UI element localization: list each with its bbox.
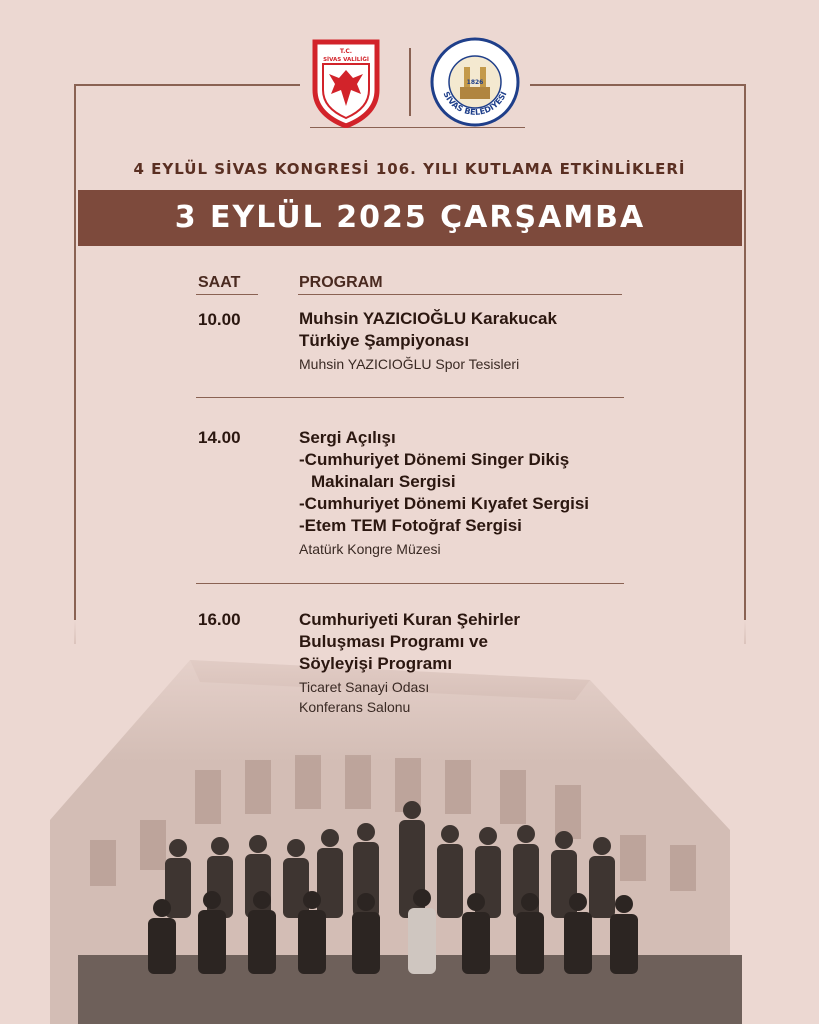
seal-year: 1826 (466, 79, 484, 86)
sivas-belediyesi-seal-icon (430, 37, 520, 127)
program-column-header: PROGRAM (299, 274, 383, 291)
emblem-text-valilik: SİVAS VALİLİĞİ (323, 57, 369, 63)
sivas-valiligi-emblem-icon (311, 38, 381, 128)
event-title-line: -Etem TEM Fotoğraf Sergisi (299, 516, 522, 535)
seal-text: SİVAS BELEDİYESİ (441, 90, 509, 117)
event-title-line: Muhsin YAZICIOĞLU Karakucak (299, 309, 557, 328)
event-separator (196, 583, 624, 584)
event-title-line: Buluşması Programı ve (299, 632, 488, 651)
logo-divider (409, 48, 411, 116)
date-banner: 3 EYLÜL 2025 ÇARŞAMBA (78, 190, 742, 246)
event-program (299, 427, 639, 559)
event-place: Atatürk Kongre Müzesi (299, 541, 441, 557)
event-place: Ticaret Sanayi Odası (299, 679, 430, 695)
event-separator (196, 397, 624, 398)
event-place: Konferans Salonu (299, 699, 411, 715)
event-place: Muhsin YAZICIOĞLU Spor Tesisleri (299, 356, 520, 372)
event-time: 10.00 (198, 310, 241, 329)
event-program (299, 308, 639, 374)
event-title-line: Sergi Açılışı (299, 428, 396, 447)
event-title-line: Makinaları Sergisi (311, 472, 456, 491)
emblem-text-tc: T.C. (339, 48, 353, 55)
event-title-line: Türkiye Şampiyonası (299, 331, 470, 350)
event-title-line: Söyleyişi Programı (299, 654, 453, 673)
event-title-line: -Cumhuriyet Dönemi Singer Dikiş (299, 450, 570, 469)
event-program (299, 609, 639, 717)
time-header-rule (196, 294, 258, 295)
event-time: 16.00 (198, 610, 241, 629)
logo-area (0, 30, 819, 135)
program-header-rule (298, 294, 622, 295)
event-time: 14.00 (198, 428, 241, 447)
event-subtitle: 4 EYLÜL SİVAS KONGRESİ 106. YILI KUTLAMA ETKİNLİKLERİ (133, 160, 686, 178)
time-column-header: SAAT (198, 274, 241, 291)
event-title-line: -Cumhuriyet Dönemi Kıyafet Sergisi (299, 494, 590, 513)
event-title-line: Cumhuriyeti Kuran Şehirler (299, 610, 521, 629)
